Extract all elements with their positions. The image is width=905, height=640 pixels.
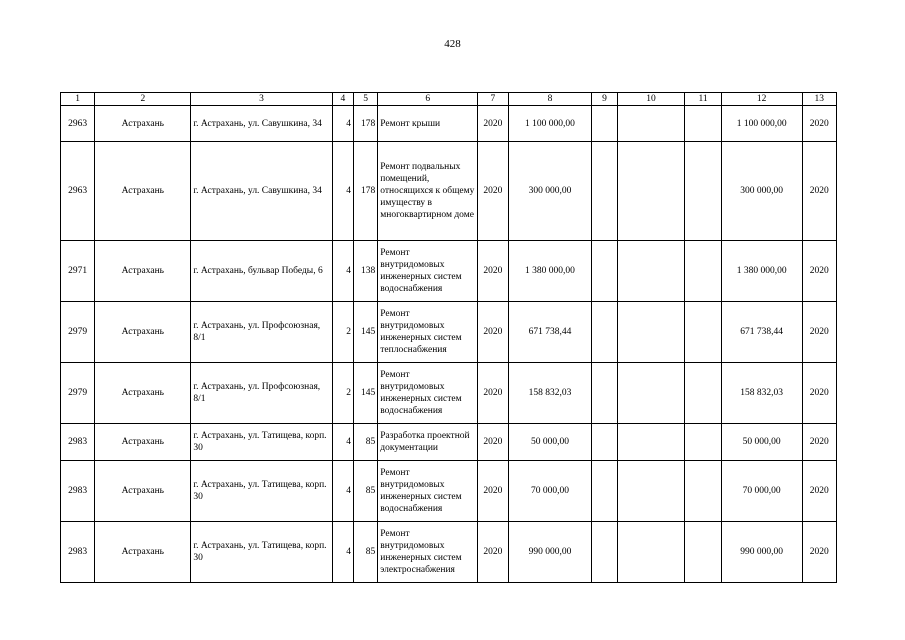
cell-col10 [617, 106, 685, 142]
cell-col10 [617, 522, 685, 583]
cell-work: Ремонт подвальных помещений, относящихся к общему имуществу в многоквартирном доме [378, 142, 478, 241]
cell-col12: 1 380 000,00 [721, 241, 802, 302]
column-header-1: 1 [61, 93, 95, 106]
cell-city: Астрахань [95, 522, 191, 583]
cell-col11 [685, 424, 721, 461]
column-header-2: 2 [95, 93, 191, 106]
cell-col10 [617, 363, 685, 424]
cell-year: 2020 [478, 461, 508, 522]
cell-address: г. Астрахань, бульвар Победы, 6 [191, 241, 332, 302]
cell-col4: 4 [332, 522, 353, 583]
cell-col13: 2020 [802, 241, 836, 302]
cell-id: 2963 [61, 142, 95, 241]
table-row [61, 302, 837, 363]
cell-col8: 671 738,44 [508, 302, 592, 363]
cell-col12: 1 100 000,00 [721, 106, 802, 142]
column-header-7: 7 [478, 93, 508, 106]
cell-work: Ремонт внутридомовых инженерных систем теплоснабжения [378, 302, 478, 363]
table-row [61, 424, 837, 461]
cell-city: Астрахань [95, 106, 191, 142]
cell-id: 2979 [61, 363, 95, 424]
page-number: 428 [444, 38, 461, 50]
table-row [61, 363, 837, 424]
cell-col13: 2020 [802, 302, 836, 363]
cell-year: 2020 [478, 363, 508, 424]
cell-col8: 990 000,00 [508, 522, 592, 583]
cell-col5: 178 [354, 106, 378, 142]
cell-city: Астрахань [95, 461, 191, 522]
cell-col12: 50 000,00 [721, 424, 802, 461]
cell-col4: 4 [332, 424, 353, 461]
column-header-9: 9 [592, 93, 617, 106]
cell-col4: 4 [332, 142, 353, 241]
cell-id: 2963 [61, 106, 95, 142]
cell-city: Астрахань [95, 302, 191, 363]
table-row [61, 106, 837, 142]
column-header-5: 5 [354, 93, 378, 106]
cell-col13: 2020 [802, 363, 836, 424]
cell-col12: 990 000,00 [721, 522, 802, 583]
cell-col13: 2020 [802, 424, 836, 461]
cell-year: 2020 [478, 424, 508, 461]
cell-col4: 4 [332, 106, 353, 142]
cell-col10 [617, 424, 685, 461]
cell-col9 [592, 142, 617, 241]
cell-col5: 138 [354, 241, 378, 302]
column-header-11: 11 [685, 93, 721, 106]
cell-id: 2983 [61, 522, 95, 583]
cell-col8: 1 380 000,00 [508, 241, 592, 302]
cell-work: Ремонт внутридомовых инженерных систем водоснабжения [378, 241, 478, 302]
cell-col10 [617, 142, 685, 241]
cell-col5: 145 [354, 363, 378, 424]
cell-id: 2971 [61, 241, 95, 302]
cell-col13: 2020 [802, 142, 836, 241]
cell-address: г. Астрахань, ул. Профсоюзная, 8/1 [191, 363, 332, 424]
cell-col9 [592, 363, 617, 424]
cell-col4: 4 [332, 241, 353, 302]
cell-year: 2020 [478, 302, 508, 363]
cell-col9 [592, 522, 617, 583]
cell-col12: 158 832,03 [721, 363, 802, 424]
cell-col13: 2020 [802, 522, 836, 583]
cell-id: 2983 [61, 424, 95, 461]
cell-col4: 4 [332, 461, 353, 522]
cell-col9 [592, 424, 617, 461]
cell-col9 [592, 302, 617, 363]
cell-year: 2020 [478, 106, 508, 142]
cell-address: г. Астрахань, ул. Татищева, корп. 30 [191, 424, 332, 461]
table-header-row [61, 93, 837, 106]
cell-col5: 85 [354, 522, 378, 583]
cell-col11 [685, 302, 721, 363]
cell-col10 [617, 302, 685, 363]
cell-col11 [685, 461, 721, 522]
cell-work: Ремонт внутридомовых инженерных систем водоснабжения [378, 363, 478, 424]
cell-col5: 145 [354, 302, 378, 363]
cell-col8: 70 000,00 [508, 461, 592, 522]
cell-col8: 1 100 000,00 [508, 106, 592, 142]
cell-col9 [592, 241, 617, 302]
cell-city: Астрахань [95, 424, 191, 461]
column-header-8: 8 [508, 93, 592, 106]
column-header-12: 12 [721, 93, 802, 106]
column-header-6: 6 [378, 93, 478, 106]
cell-col12: 300 000,00 [721, 142, 802, 241]
table-row [61, 241, 837, 302]
cell-city: Астрахань [95, 142, 191, 241]
cell-address: г. Астрахань, ул. Савушкина, 34 [191, 106, 332, 142]
cell-work: Разработка проектной документации [378, 424, 478, 461]
cell-year: 2020 [478, 142, 508, 241]
cell-col10 [617, 241, 685, 302]
column-header-3: 3 [191, 93, 332, 106]
cell-city: Астрахань [95, 241, 191, 302]
column-header-4: 4 [332, 93, 353, 106]
cell-col4: 2 [332, 363, 353, 424]
cell-col11 [685, 241, 721, 302]
column-header-13: 13 [802, 93, 836, 106]
cell-col11 [685, 142, 721, 241]
table-row [61, 142, 837, 241]
cell-address: г. Астрахань, ул. Профсоюзная, 8/1 [191, 302, 332, 363]
table-row [61, 461, 837, 522]
capital-repair-table [60, 92, 837, 583]
cell-col12: 70 000,00 [721, 461, 802, 522]
cell-col11 [685, 522, 721, 583]
cell-work: Ремонт внутридомовых инженерных систем электроснабжения [378, 522, 478, 583]
cell-col5: 85 [354, 424, 378, 461]
cell-col9 [592, 106, 617, 142]
cell-id: 2979 [61, 302, 95, 363]
column-header-10: 10 [617, 93, 685, 106]
cell-col12: 671 738,44 [721, 302, 802, 363]
cell-col9 [592, 461, 617, 522]
cell-col8: 50 000,00 [508, 424, 592, 461]
cell-city: Астрахань [95, 363, 191, 424]
table-row [61, 522, 837, 583]
cell-year: 2020 [478, 522, 508, 583]
cell-address: г. Астрахань, ул. Савушкина, 34 [191, 142, 332, 241]
cell-id: 2983 [61, 461, 95, 522]
cell-col5: 178 [354, 142, 378, 241]
cell-year: 2020 [478, 241, 508, 302]
cell-col8: 300 000,00 [508, 142, 592, 241]
cell-col8: 158 832,03 [508, 363, 592, 424]
cell-work: Ремонт внутридомовых инженерных систем водоснабжения [378, 461, 478, 522]
cell-col10 [617, 461, 685, 522]
cell-col4: 2 [332, 302, 353, 363]
cell-col5: 85 [354, 461, 378, 522]
cell-col13: 2020 [802, 461, 836, 522]
cell-address: г. Астрахань, ул. Татищева, корп. 30 [191, 522, 332, 583]
cell-col11 [685, 363, 721, 424]
cell-col11 [685, 106, 721, 142]
cell-address: г. Астрахань, ул. Татищева, корп. 30 [191, 461, 332, 522]
cell-work: Ремонт крыши [378, 106, 478, 142]
cell-col13: 2020 [802, 106, 836, 142]
